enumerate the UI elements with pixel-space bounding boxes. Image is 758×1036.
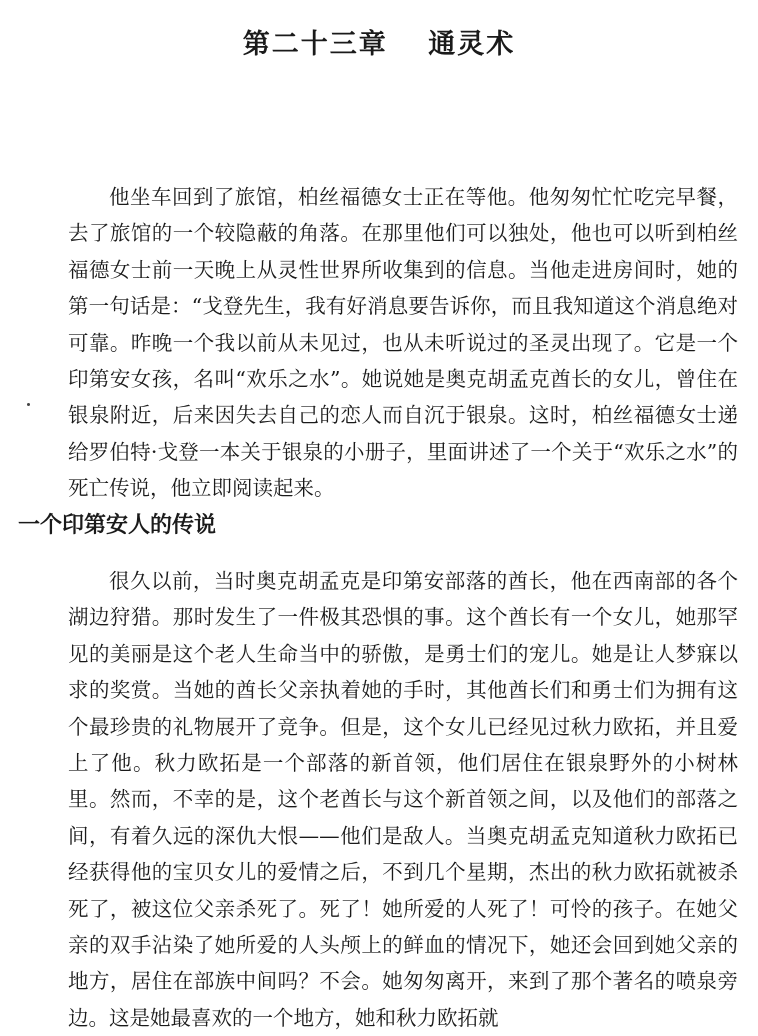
body-paragraph: 他坐车回到了旅馆，柏丝福德女士正在等他。他匆匆忙忙吃完早餐，去了旅馆的一个较隐蔽的角落。在那里他们可以独处，他也可以听到柏丝福德女士前一天晚上从灵性世界所收集到的信息。当他走进房间时，她的第一句话是：“戈登先生，我有好消息要告诉你，而且我知道这个消息绝对可靠。昨晚一个我以前从未见过，也从未听说过的圣灵出现了。它是一个印第安女孩，名叫“欢乐之水”。她说她是奥克胡孟克酋长的女儿，曾住在银泉附近，后来因失去自己的恋人而自沉于银泉。这时，柏丝福德女士递给罗伯特·戈登一本关于银泉的小册子，里面讲述了一个关于“欢乐之水”的死亡传说，他立即阅读起来。 [68,185,738,501]
section-heading: 一个印第安人的传说 [18,513,217,538]
body-paragraph: 很久以前，当时奥克胡孟克是印第安部落的酋长，他在西南部的各个湖边狩猎。那时发生了一件极其恐惧的事。这个酋长有一个女儿，她那罕见的美丽是这个老人生命当中的骄傲，是勇士们的宠儿。她是让人梦寐以求的奖赏。当她的酋长父亲执着她的手时，其他酋长们和勇士们为拥有这个最珍贵的礼物展开了竞争。但是，这个女儿已经见过秋力欧拓，并且爱上了他。秋力欧拓是一个部落的新首领，他们居住在银泉野外的小树林里。然而，不幸的是，这个老酋长与这个新首领之间，以及他们的部落之间，有着久远的深仇大恨——他们是敌人。当奥克胡孟克知道秋力欧拓已经获得他的宝贝女儿的爱情之后，不到几个星期，杰出的秋力欧拓就被杀死了，被这位父亲杀死了。死了！她所爱的人死了！可怜的孩子。在她父亲的双手沾染了她所爱的人头颅上的鲜血的情况下，她还会回到她父亲的地方，居住在部族中间吗？不会。她匆匆离开，来到了那个著名的喷泉旁边。这是她最喜欢的一个地方，她和秋力欧拓就 [68,569,738,1030]
margin-mark [27,403,30,406]
chapter-title: 第二十三章 通灵术 [242,29,516,60]
